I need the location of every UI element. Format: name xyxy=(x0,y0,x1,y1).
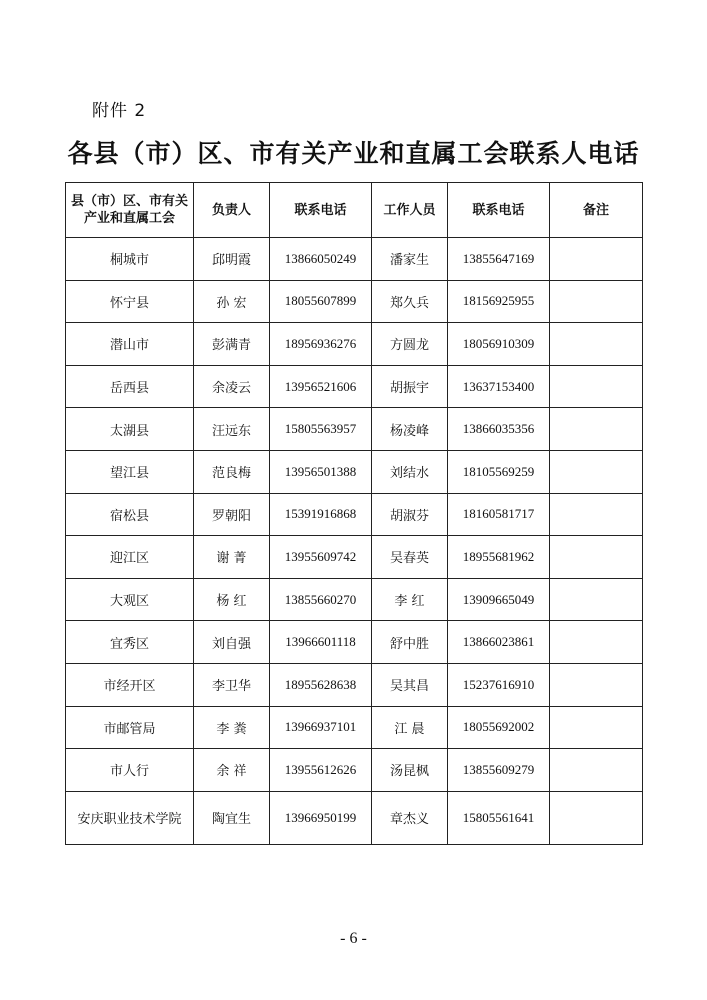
remark-cell xyxy=(550,791,643,844)
staff-cell: 吴其昌 xyxy=(372,663,448,706)
remark-cell xyxy=(550,280,643,323)
header-staff: 工作人员 xyxy=(372,183,448,238)
staff-phone-cell: 18955681962 xyxy=(448,536,550,579)
staff-cell: 吴春英 xyxy=(372,536,448,579)
contacts-table xyxy=(65,182,643,845)
leader-cell: 范良梅 xyxy=(194,450,270,493)
staff-phone-cell: 13866023861 xyxy=(448,621,550,664)
table-row xyxy=(66,493,643,536)
leader-phone-cell: 13955609742 xyxy=(270,536,372,579)
header-remark: 备注 xyxy=(550,183,643,238)
remark-cell xyxy=(550,578,643,621)
unit-cell: 市经开区 xyxy=(66,663,194,706)
document-title: 各县（市）区、市有关产业和直属工会联系人电话 xyxy=(67,139,640,168)
unit-cell: 望江县 xyxy=(66,450,194,493)
leader-cell: 李卫华 xyxy=(194,663,270,706)
leader-phone-cell: 13966950199 xyxy=(270,791,372,844)
unit-cell: 岳西县 xyxy=(66,365,194,408)
remark-cell xyxy=(550,536,643,579)
staff-cell: 舒中胜 xyxy=(372,621,448,664)
table-row xyxy=(66,238,643,281)
staff-cell: 李 红 xyxy=(372,578,448,621)
header-staff-phone: 联系电话 xyxy=(448,183,550,238)
leader-phone-cell: 13866050249 xyxy=(270,238,372,281)
leader-phone-cell: 13855660270 xyxy=(270,578,372,621)
staff-cell: 潘家生 xyxy=(372,238,448,281)
leader-phone-cell: 13966601118 xyxy=(270,621,372,664)
leader-phone-cell: 18956936276 xyxy=(270,323,372,366)
remark-cell xyxy=(550,323,643,366)
staff-cell: 杨凌峰 xyxy=(372,408,448,451)
leader-phone-cell: 13956521606 xyxy=(270,365,372,408)
staff-phone-cell: 18160581717 xyxy=(448,493,550,536)
leader-cell: 汪远东 xyxy=(194,408,270,451)
leader-phone-cell: 18055607899 xyxy=(270,280,372,323)
table-row xyxy=(66,621,643,664)
header-leader-phone: 联系电话 xyxy=(270,183,372,238)
staff-phone-cell: 15805561641 xyxy=(448,791,550,844)
leader-phone-cell: 15391916868 xyxy=(270,493,372,536)
staff-cell: 胡振宇 xyxy=(372,365,448,408)
unit-cell: 大观区 xyxy=(66,578,194,621)
leader-cell: 罗朝阳 xyxy=(194,493,270,536)
table-row xyxy=(66,578,643,621)
unit-cell: 潜山市 xyxy=(66,323,194,366)
unit-cell: 怀宁县 xyxy=(66,280,194,323)
leader-cell: 彭满青 xyxy=(194,323,270,366)
table-row xyxy=(66,749,643,792)
leader-cell: 余凌云 xyxy=(194,365,270,408)
table-header-row xyxy=(66,183,643,238)
table-row xyxy=(66,280,643,323)
leader-phone-cell: 18955628638 xyxy=(270,663,372,706)
staff-phone-cell: 18056910309 xyxy=(448,323,550,366)
leader-phone-cell: 13955612626 xyxy=(270,749,372,792)
staff-phone-cell: 18105569259 xyxy=(448,450,550,493)
leader-cell: 孙 宏 xyxy=(194,280,270,323)
remark-cell xyxy=(550,450,643,493)
staff-phone-cell: 13855609279 xyxy=(448,749,550,792)
table-row xyxy=(66,450,643,493)
unit-cell: 市邮管局 xyxy=(66,706,194,749)
page-number: - 6 - xyxy=(340,930,367,947)
leader-phone-cell: 15805563957 xyxy=(270,408,372,451)
staff-cell: 胡淑芬 xyxy=(372,493,448,536)
staff-phone-cell: 13637153400 xyxy=(448,365,550,408)
attachment-label: 附件 2 xyxy=(92,101,147,121)
leader-cell: 刘自强 xyxy=(194,621,270,664)
staff-phone-cell: 13866035356 xyxy=(448,408,550,451)
leader-cell: 陶宜生 xyxy=(194,791,270,844)
remark-cell xyxy=(550,408,643,451)
staff-cell: 郑久兵 xyxy=(372,280,448,323)
leader-cell: 李 粪 xyxy=(194,706,270,749)
table-row xyxy=(66,791,643,844)
staff-phone-cell: 13855647169 xyxy=(448,238,550,281)
staff-cell: 章杰义 xyxy=(372,791,448,844)
remark-cell xyxy=(550,493,643,536)
header-unit: 县（市）区、市有关产业和直属工会 xyxy=(66,183,194,238)
unit-cell: 桐城市 xyxy=(66,238,194,281)
table-row xyxy=(66,663,643,706)
unit-cell: 太湖县 xyxy=(66,408,194,451)
leader-cell: 杨 红 xyxy=(194,578,270,621)
staff-phone-cell: 13909665049 xyxy=(448,578,550,621)
leader-phone-cell: 13966937101 xyxy=(270,706,372,749)
remark-cell xyxy=(550,663,643,706)
unit-cell: 市人行 xyxy=(66,749,194,792)
staff-phone-cell: 15237616910 xyxy=(448,663,550,706)
table-row xyxy=(66,323,643,366)
remark-cell xyxy=(550,621,643,664)
leader-cell: 邱明霞 xyxy=(194,238,270,281)
unit-cell: 宜秀区 xyxy=(66,621,194,664)
leader-cell: 谢 菁 xyxy=(194,536,270,579)
leader-cell: 余 祥 xyxy=(194,749,270,792)
remark-cell xyxy=(550,749,643,792)
table-row xyxy=(66,706,643,749)
staff-cell: 汤昆枫 xyxy=(372,749,448,792)
unit-cell: 迎江区 xyxy=(66,536,194,579)
unit-cell: 安庆职业技术学院 xyxy=(66,791,194,844)
table-row xyxy=(66,536,643,579)
staff-phone-cell: 18055692002 xyxy=(448,706,550,749)
leader-phone-cell: 13956501388 xyxy=(270,450,372,493)
staff-cell: 刘结水 xyxy=(372,450,448,493)
staff-cell: 方圆龙 xyxy=(372,323,448,366)
staff-phone-cell: 18156925955 xyxy=(448,280,550,323)
header-leader: 负责人 xyxy=(194,183,270,238)
staff-cell: 江 晨 xyxy=(372,706,448,749)
table-row xyxy=(66,408,643,451)
remark-cell xyxy=(550,706,643,749)
unit-cell: 宿松县 xyxy=(66,493,194,536)
remark-cell xyxy=(550,365,643,408)
remark-cell xyxy=(550,238,643,281)
table-row xyxy=(66,365,643,408)
